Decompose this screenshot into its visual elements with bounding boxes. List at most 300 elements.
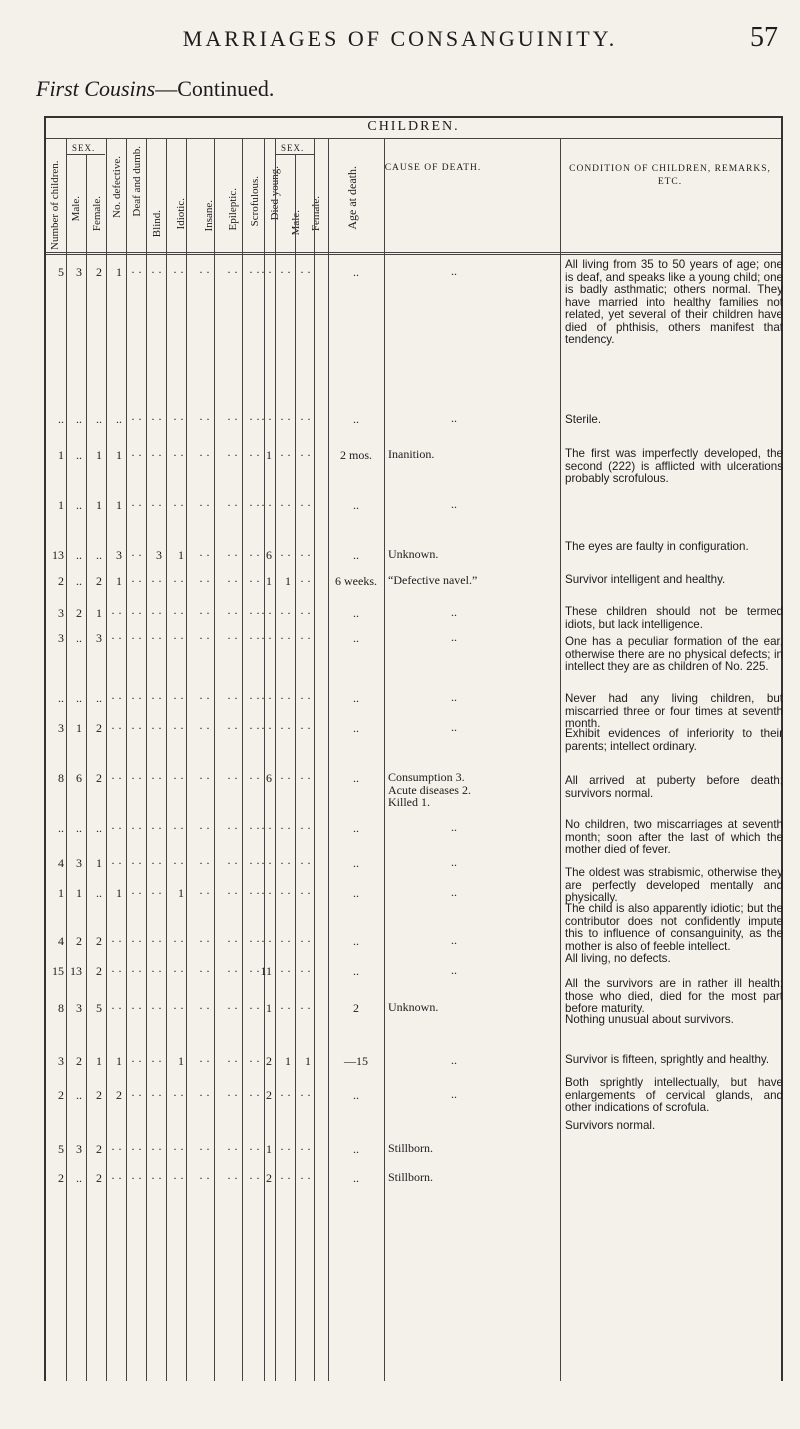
cell-n: 8 [58,1001,64,1015]
cell-insane: · · [199,691,210,705]
cell-scrofulous: · · [249,934,260,948]
cell-remark: All living from 35 to 50 years of age; one is deaf, and speaks like a young child; one is badly asthmatic; others normal. They have married into healthy families not related, yet several of their children have died of phthisis, others manifest that tendency. [565,258,783,346]
cell-deaf: · · [131,856,142,870]
cell-f: 1 [96,856,102,870]
cell-idiotic: · · [173,574,184,588]
cell-d: 1 [116,574,122,588]
column-rule [146,138,147,1381]
cell-insane: · · [199,964,210,978]
cell-remark: Survivor intelligent and healthy. [565,573,726,586]
cell-m: .. [76,691,82,705]
cell-idiotic: · · [173,606,184,620]
cell-m: 6 [76,771,82,785]
cell-cause: .. [451,820,457,834]
cell-idiotic: · · [173,691,184,705]
col-head-condition: CONDITION OF CHILDREN, REMARKS, ETC. [569,164,771,187]
cell-age: .. [353,771,359,785]
cell-n: 13 [52,548,64,562]
cell-died: 1 [266,1142,272,1156]
cell-age: .. [353,412,359,426]
cell-remark: Survivors normal. [565,1119,656,1132]
cell-scrofulous: · · [249,821,260,835]
cell-insane: · · [199,498,210,512]
cell-m: .. [76,574,82,588]
col-head-idiotic: Idiotic. [175,198,187,230]
cell-insane: · · [199,548,210,562]
cell-epileptic: · · [227,498,238,512]
cell-dmale: 1 [285,574,291,588]
cell-f: 1 [96,498,102,512]
cell-blind: · · [151,265,162,279]
col-head-defective: No. defective. [111,156,123,218]
cell-m: .. [76,548,82,562]
cell-m: 1 [76,721,82,735]
column-rule [328,138,329,1381]
cell-d: · · [111,691,122,705]
cell-deaf: · · [131,574,142,588]
cell-age: .. [353,886,359,900]
cell-scrofulous: · · [249,721,260,735]
col-head-scrofulous: Scrofulous. [249,176,261,227]
cell-cause: .. [451,720,457,734]
cell-d: · · [111,1142,122,1156]
cell-cause: Inanition. [388,447,435,461]
cell-remark: These children should not be termed idiots, but lack intelligence. [565,605,783,631]
cell-insane: · · [199,412,210,426]
cell-f: .. [96,691,102,705]
cell-deaf: · · [131,606,142,620]
column-rule [126,138,127,1381]
column-rule [86,154,87,1381]
cell-age: .. [353,1088,359,1102]
cell-n: 2 [58,574,64,588]
col-head-female: Female. [91,196,103,232]
cell-blind: · · [151,606,162,620]
cell-died: · · [261,856,272,870]
cell-died: 2 [266,1171,272,1185]
col-head-epileptic: Epileptic. [227,188,239,231]
cell-deaf: · · [131,448,142,462]
cell-insane: · · [199,1088,210,1102]
cell-dfemale: · · [300,886,311,900]
cell-f: .. [96,412,102,426]
cell-cause: .. [451,630,457,644]
cell-cause: .. [451,690,457,704]
cell-died: · · [261,265,272,279]
cell-age: .. [353,856,359,870]
column-rule [106,138,107,1381]
cell-idiotic: · · [173,412,184,426]
cell-remark: The child is also apparently idiotic; but the contributor does not confidently impute this to influence of consanguinity, as the mother is also of feeble intellect. [565,902,783,953]
cell-n: 2 [58,1088,64,1102]
cell-died: 2 [266,1054,272,1068]
cell-dfemale: · · [300,821,311,835]
cell-n: 1 [58,498,64,512]
cell-idiotic: · · [173,1088,184,1102]
cell-d: · · [111,1171,122,1185]
cell-age: —15 [344,1054,368,1068]
cell-d: 3 [116,548,122,562]
cell-d: · · [111,934,122,948]
column-rule [214,138,215,1381]
cell-age: .. [353,265,359,279]
cell-died: 11 [260,964,272,978]
cell-age: .. [353,964,359,978]
cell-idiotic: · · [173,1001,184,1015]
cell-scrofulous: · · [249,964,260,978]
cell-f: 1 [96,1054,102,1068]
cell-n: 3 [58,631,64,645]
cell-dmale: · · [280,856,291,870]
cell-idiotic: · · [173,821,184,835]
cell-idiotic: · · [173,448,184,462]
cell-n: 3 [58,1054,64,1068]
cell-f: 1 [96,448,102,462]
cell-age: .. [353,1171,359,1185]
cell-d: 1 [116,886,122,900]
cell-m: 1 [76,886,82,900]
cell-n: 8 [58,771,64,785]
column-rule [186,138,187,1381]
cell-f: .. [96,821,102,835]
cell-d: · · [111,821,122,835]
cell-d: · · [111,631,122,645]
cell-epileptic: · · [227,964,238,978]
cell-n: 5 [58,265,64,279]
cell-blind: · · [151,1001,162,1015]
cell-scrofulous: · · [249,1088,260,1102]
cell-blind: · · [151,1088,162,1102]
cell-epileptic: · · [227,448,238,462]
cell-deaf: · · [131,1142,142,1156]
cell-epileptic: · · [227,886,238,900]
cell-cause: .. [451,411,457,425]
cell-age: .. [353,631,359,645]
cell-f: 2 [96,265,102,279]
cell-idiotic: 1 [178,886,184,900]
cell-m: 3 [76,1001,82,1015]
cell-dfemale: · · [300,1142,311,1156]
cell-insane: · · [199,574,210,588]
page-number: 57 [750,22,778,53]
cell-epileptic: · · [227,1088,238,1102]
cell-epileptic: · · [227,548,238,562]
cell-d: 1 [116,265,122,279]
cell-insane: · · [199,265,210,279]
cell-age: 2 [353,1001,359,1015]
col-head-cause: CAUSE OF DEATH. [384,163,482,173]
cell-remark: Sterile. [565,413,602,426]
cell-remark: The eyes are faulty in configuration. [565,540,749,553]
cell-remark: Exhibit evidences of inferiority to their parents; intellect ordinary. [565,727,783,753]
cell-n: 3 [58,721,64,735]
cell-epileptic: · · [227,771,238,785]
cell-n: 15 [52,964,64,978]
cell-scrofulous: · · [249,886,260,900]
cell-n: .. [58,412,64,426]
column-rule [560,138,561,1381]
cell-cause: “Defective navel.” [388,573,478,587]
cell-dfemale: · · [300,412,311,426]
cell-insane: · · [199,886,210,900]
cell-died: · · [261,821,272,835]
cell-epileptic: · · [227,1001,238,1015]
cell-m: 2 [76,934,82,948]
cell-f: 1 [96,606,102,620]
cell-deaf: · · [131,721,142,735]
cell-dfemale: · · [300,721,311,735]
cell-dfemale: · · [300,448,311,462]
cell-dmale: · · [280,771,291,785]
cell-blind: · · [151,691,162,705]
column-rule [242,138,243,1381]
cell-blind: · · [151,1171,162,1185]
cell-d: .. [116,412,122,426]
cell-age: .. [353,821,359,835]
cell-m: 13 [70,964,82,978]
cell-dfemale: · · [300,1171,311,1185]
cell-d: 2 [116,1088,122,1102]
cell-scrofulous: · · [249,856,260,870]
cell-f: .. [96,548,102,562]
cell-idiotic: 1 [178,1054,184,1068]
cell-epileptic: · · [227,1054,238,1068]
cell-idiotic: · · [173,1142,184,1156]
cell-f: 5 [96,1001,102,1015]
column-rule [166,138,167,1381]
column-rule [314,138,315,1381]
cell-died: 1 [266,574,272,588]
cell-remark: All the survivors are in rather ill health; those who died, died for the most part before maturity. [565,977,783,1015]
cell-idiotic: · · [173,265,184,279]
cell-cause: Stillborn. [388,1170,434,1184]
cell-dmale: · · [280,448,291,462]
col-head-died-female: Female. [310,196,322,232]
cell-m: .. [76,1088,82,1102]
cell-cause: .. [451,497,457,511]
column-rule [66,138,67,1381]
cell-dmale: · · [280,265,291,279]
cell-cause: Unknown. [388,1000,439,1014]
cell-insane: · · [199,1171,210,1185]
cell-insane: · · [199,856,210,870]
cell-d: · · [111,606,122,620]
cell-blind: · · [151,448,162,462]
cell-m: 3 [76,265,82,279]
cell-scrofulous: · · [249,448,260,462]
cell-d: 1 [116,498,122,512]
cell-cause: .. [451,885,457,899]
cell-dfemale: · · [300,856,311,870]
cell-deaf: · · [131,1054,142,1068]
cell-epileptic: · · [227,1142,238,1156]
cell-idiotic: · · [173,856,184,870]
cell-cause: .. [451,1087,457,1101]
cell-deaf: · · [131,548,142,562]
cell-m: 3 [76,856,82,870]
cell-idiotic: · · [173,1171,184,1185]
cell-died: · · [261,606,272,620]
cell-dmale: · · [280,606,291,620]
sex-label-right: SEX. [281,143,305,153]
cell-insane: · · [199,1001,210,1015]
cell-dmale: · · [280,1142,291,1156]
cell-deaf: · · [131,412,142,426]
cell-scrofulous: · · [249,1142,260,1156]
cell-remark: All living, no defects. [565,952,671,965]
cell-f: 2 [96,771,102,785]
cell-deaf: · · [131,964,142,978]
cell-dmale: 1 [285,1054,291,1068]
cell-m: .. [76,821,82,835]
cell-dmale: · · [280,1171,291,1185]
cell-deaf: · · [131,691,142,705]
cell-dfemale: · · [300,498,311,512]
cell-dmale: · · [280,934,291,948]
cell-d: · · [111,856,122,870]
running-head [0,18,800,58]
cell-epileptic: · · [227,606,238,620]
cell-blind: · · [151,934,162,948]
cell-f: .. [96,886,102,900]
cell-scrofulous: · · [249,606,260,620]
cell-dmale: · · [280,498,291,512]
cell-f: 3 [96,631,102,645]
cell-cause: .. [451,1053,457,1067]
cell-f: 2 [96,934,102,948]
cell-cause: .. [451,933,457,947]
cell-deaf: · · [131,934,142,948]
cell-died: · · [261,412,272,426]
cell-remark: One has a peculiar formation of the ear, otherwise there are no physical defects; in intellect they are as children of No. 225. [565,635,783,673]
cell-dmale: · · [280,548,291,562]
cell-died: 1 [266,448,272,462]
cell-n: 1 [58,886,64,900]
cell-n: 1 [58,448,64,462]
cell-dfemale: · · [300,265,311,279]
cell-idiotic: · · [173,498,184,512]
cell-m: 2 [76,1054,82,1068]
cell-epileptic: · · [227,856,238,870]
cell-blind: · · [151,1054,162,1068]
cell-scrofulous: · · [249,771,260,785]
cell-age: .. [353,498,359,512]
cell-age: 2 mos. [339,448,372,462]
cell-insane: · · [199,606,210,620]
cell-died: · · [261,498,272,512]
cell-blind: · · [151,964,162,978]
cell-died: · · [261,934,272,948]
header-rule-children [46,138,781,139]
cell-idiotic: · · [173,631,184,645]
cell-d: · · [111,771,122,785]
cell-m: .. [76,1171,82,1185]
cell-epileptic: · · [227,691,238,705]
cell-dmale: · · [280,1001,291,1015]
header-bottom-rule [46,252,781,253]
cell-cause: .. [451,963,457,977]
cell-dmale: · · [280,1088,291,1102]
cell-insane: · · [199,821,210,835]
cell-scrofulous: · · [249,265,260,279]
cell-m: .. [76,412,82,426]
cell-epileptic: · · [227,721,238,735]
cell-blind: · · [151,412,162,426]
col-head-died-male: Male. [290,210,302,236]
cell-deaf: · · [131,1001,142,1015]
cell-blind: 3 [156,548,162,562]
cell-died: 6 [266,771,272,785]
cell-insane: · · [199,934,210,948]
cell-dfemale: · · [300,606,311,620]
cell-died: · · [261,631,272,645]
cell-dmale: · · [280,886,291,900]
col-head-male: Male. [70,196,82,222]
cell-scrofulous: · · [249,574,260,588]
cell-epileptic: · · [227,265,238,279]
cell-blind: · · [151,821,162,835]
cell-insane: · · [199,1054,210,1068]
cell-d: · · [111,964,122,978]
cell-remark: Never had any living children, but miscarried three or four times at seventh month. [565,692,783,730]
cell-dmale: · · [280,412,291,426]
cell-f: 2 [96,574,102,588]
cell-died: 6 [266,548,272,562]
cell-insane: · · [199,1142,210,1156]
cell-epileptic: · · [227,412,238,426]
cell-deaf: · · [131,498,142,512]
cell-scrofulous: · · [249,691,260,705]
cell-remark: Survivor is fifteen, sprightly and healthy. [565,1053,770,1066]
cell-idiotic: · · [173,964,184,978]
col-head-died: Died young. [269,166,281,221]
column-rule [264,138,265,1381]
cell-d: 1 [116,448,122,462]
cell-dfemale: · · [300,1001,311,1015]
cell-dmale: · · [280,631,291,645]
section-title [36,76,274,102]
col-head-blind: Blind. [151,210,163,238]
cell-scrofulous: · · [249,631,260,645]
cell-deaf: · · [131,1088,142,1102]
cell-m: 3 [76,1142,82,1156]
cell-insane: · · [199,631,210,645]
section-title-main: First Cousins [36,76,156,101]
cell-remark: Both sprightly intellectually, but have enlargements of cervical glands, and other indications of scrofula. [565,1076,783,1114]
running-title: MARRIAGES OF CONSANGUINITY. [182,26,618,51]
cell-age: .. [353,934,359,948]
cell-deaf: · · [131,631,142,645]
cell-epileptic: · · [227,934,238,948]
cell-age: .. [353,1142,359,1156]
cell-dfemale: · · [300,574,311,588]
cell-d: 1 [116,1054,122,1068]
cell-cause: Stillborn. [388,1141,434,1155]
children-group-header: CHILDREN. [367,119,460,134]
cell-f: 2 [96,964,102,978]
cell-dmale: · · [280,821,291,835]
cell-epileptic: · · [227,1171,238,1185]
cell-age: 6 weeks. [335,574,377,588]
cell-blind: · · [151,1142,162,1156]
cell-blind: · · [151,886,162,900]
cell-blind: · · [151,771,162,785]
cell-deaf: · · [131,886,142,900]
children-table [44,116,783,1381]
cell-n: .. [58,691,64,705]
cell-epileptic: · · [227,631,238,645]
cell-f: 2 [96,721,102,735]
